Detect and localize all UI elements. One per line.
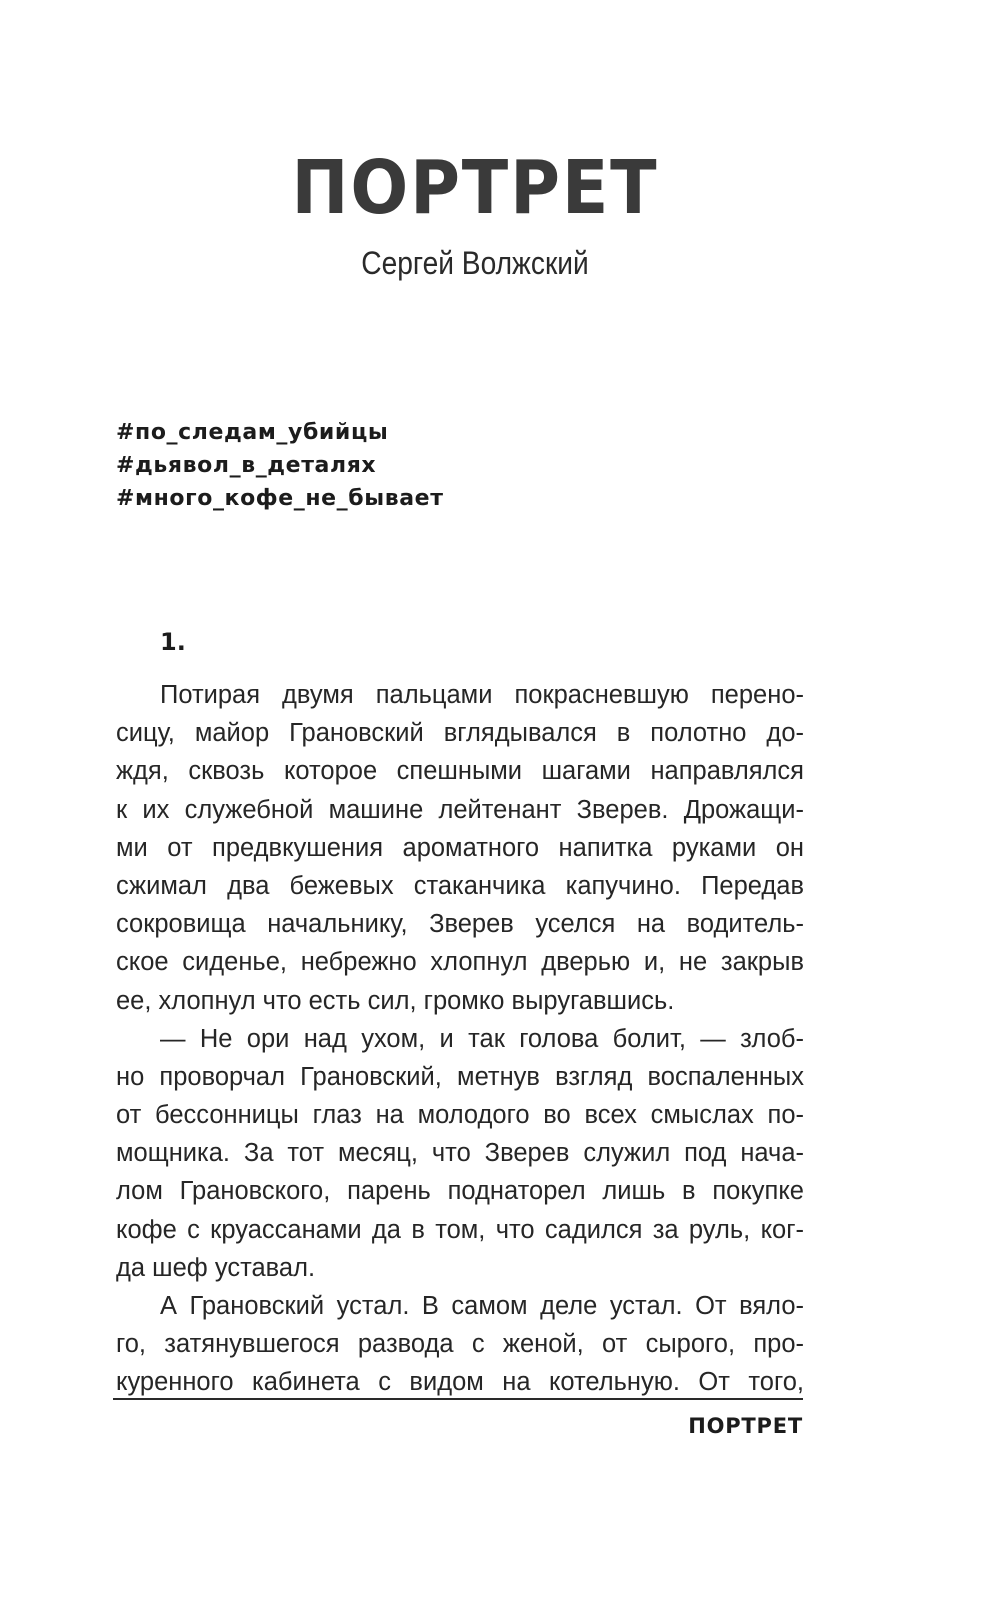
- text-line: А Грановский устал. В самом деле устал. От вяло-: [160, 1292, 804, 1320]
- text-line: ми от предвкушения ароматного напитка руками он: [116, 833, 804, 862]
- text-line: — Не ори над ухом, и так голова болит, — злоб-: [160, 1024, 804, 1053]
- text-line: но проворчал Грановский, метнув взгляд воспаленных: [116, 1062, 804, 1091]
- text-line: куренного кабинета с видом на котельную. От того,: [116, 1368, 804, 1397]
- hashtag: #дьявол_в_деталях: [116, 453, 377, 478]
- text-line: сицу, майор Грановский вглядывался в полотно до-: [116, 719, 804, 748]
- text-line: Потирая двумя пальцами покрасневшую перено-: [160, 681, 804, 709]
- hashtag-list: [116, 416, 444, 515]
- text-line: кофе с круассанами да в том, что садился за руль, ког-: [116, 1215, 804, 1244]
- story-title: ПОРТРЕТ: [291, 145, 659, 231]
- hashtag: #по_следам_убийцы: [116, 420, 389, 445]
- author-name: Сергей Волжский: [361, 245, 589, 281]
- chapter-number: 1.: [160, 628, 186, 656]
- text-line: ждя, сквозь которое спешными шагами направлялся: [116, 757, 804, 786]
- hashtag: #много_кофе_не_бывает: [116, 486, 444, 511]
- text-line: лом Грановского, парень поднаторел лишь в покупке: [116, 1177, 804, 1206]
- text-line: да шеф уставал.: [116, 1253, 316, 1282]
- footer-divider: [113, 1398, 803, 1400]
- text-line: сокровища начальнику, Зверев уселся на водитель-: [116, 910, 804, 939]
- text-line: мощника. За тот месяц, что Зверев служил под нача-: [116, 1139, 804, 1168]
- text-line: ее, хлопнул что есть сил, громко выругавшись.: [116, 986, 675, 1015]
- running-head: ПОРТРЕТ: [688, 1414, 803, 1438]
- text-line: го, затянувшегося развода с женой, от сырого, про-: [116, 1330, 804, 1359]
- text-line: сжимал два бежевых стаканчика капучино. Передав: [116, 871, 804, 900]
- paragraph: [116, 676, 804, 1020]
- text-line: к их служебной машине лейтенант Зверев. Дрожащи-: [116, 795, 804, 824]
- paragraph: [116, 1020, 804, 1287]
- paragraph: [116, 1287, 804, 1402]
- story-body: [116, 676, 804, 1402]
- text-line: ское сиденье, небрежно хлопнул дверью и, не закрыв: [116, 948, 804, 977]
- text-line: от бессонницы глаз на молодого во всех смыслах по-: [116, 1101, 804, 1130]
